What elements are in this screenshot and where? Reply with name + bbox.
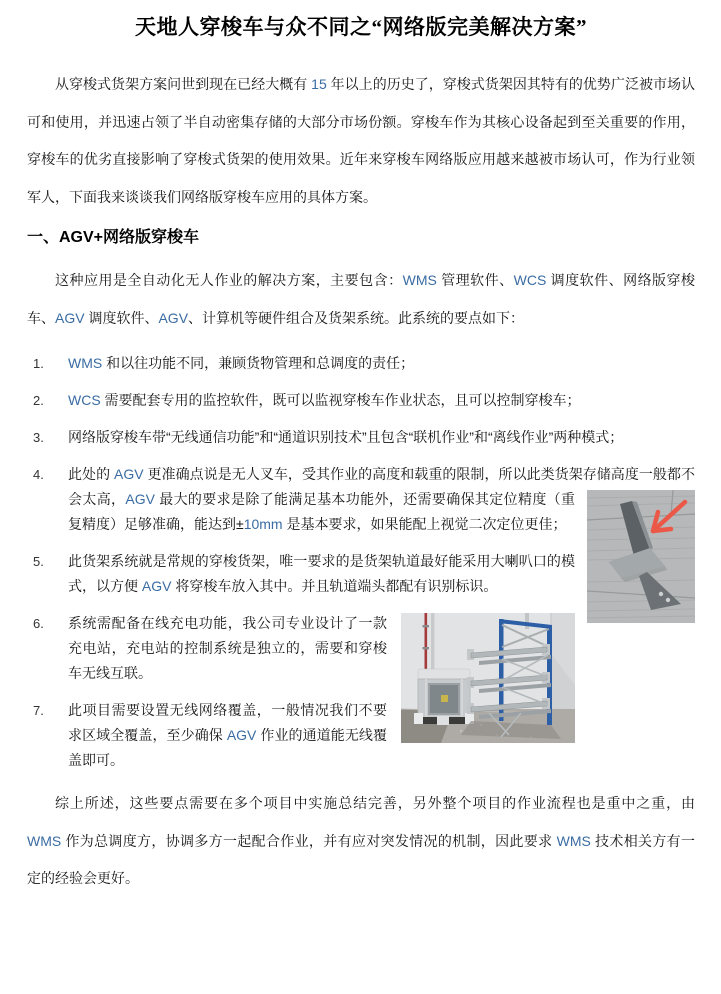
list-item-text: WMS 和以往功能不同，兼顾货物管理和总调度的责任；: [68, 355, 415, 371]
list-item-7: [33, 698, 695, 773]
list-item-5: [33, 549, 695, 599]
list-item-1: [33, 351, 695, 376]
conduit: [431, 613, 434, 671]
document-title: 天地人穿梭车与众不同之“网络版完美解决方案”: [135, 15, 587, 39]
intro-paragraph: 从穿梭式货架方案问世到现在已经大概有 15 年以上的历史了，穿梭式货架因其特有的优势广泛被市场认可和使用，并迅速占领了半自动密集存储的大部分市场份额。穿梭车作为其核心设备起到至关重要的作用，穿梭车的优劣直接影响了穿梭式货架的使用效果。近年来穿梭车网络版应用越来越被市场认可，作为行业领军人，下面我来谈谈我们网络版穿梭车应用的具体方案。: [27, 76, 696, 205]
conclusion-paragraph: 综上所述，这些要点需要在多个项目中实施总结完善，另外整个项目的作业流程也是重中之重，由 WMS 作为总调度方，协调多方一起配合作业，并有应对突发情况的机制，因此要求 WMS 技术相关方有一定的经验会更好。: [27, 795, 695, 886]
gray-pole: [525, 613, 529, 629]
list-item-number: 5.: [33, 554, 44, 569]
list-item-text: [68, 611, 695, 686]
list-item-number: 2.: [33, 393, 44, 408]
list-item-text-part: 确保其定位精度（重复精度）足够准确，能达到±10mm 是基本要求，如果能配上视觉二次定位更佳；: [68, 491, 576, 532]
section-heading: 一、AGV+网络版穿梭车: [27, 229, 200, 246]
list-item-2: [33, 388, 695, 413]
list-item-text-part: 系统需配备在线充电功能，我公司专业设计了一款充电站，充电站的控制系统是独立的，需要和穿梭车无线互联。: [68, 615, 387, 681]
numbered-list: [27, 351, 695, 773]
list-item-3: [33, 425, 695, 450]
list-item-text-part: 此处的 AGV 更准确点说是无人叉车，受其作业的高度和载重的限制，所以此类货架存储高度一般都不会太高，AGV 最大的要求是除了能满足基本功能外，还需要: [68, 466, 696, 507]
list-item-number: 6.: [33, 616, 44, 631]
list-item-text: [68, 462, 695, 537]
list-item-6: [33, 611, 695, 686]
list-item-text: WCS 需要配套专用的监控软件，既可以监视穿梭车作业状态，且可以控制穿梭车；: [68, 392, 581, 408]
list-item-number: 3.: [33, 430, 44, 445]
section-lead-paragraph: 这种应用是全自动化无人作业的解决方案，主要包含：WMS 管理软件、WCS 调度软件、网络版穿梭车、AGV 调度软件、AGV、计算机等硬件组合及货架系统。此系统的要点如下：: [27, 272, 696, 326]
list-item-text: 网络版穿梭车带“无线通信功能”和“通道识别技术”且包含“联机作业”和“离线作业”两种模式；: [68, 429, 624, 445]
list-item-text: 此货架系统就是常规的穿梭货架，唯一要求的是货架轨道最好能采用大喇叭口的模式，以方便 AGV 将穿梭车放入其中。并且轨道端头都配有识别标识。: [68, 553, 575, 594]
list-item-text: 此项目需要设置无线网络覆盖，一般情况我们不要求区域全覆盖，至少确保 AGV 作业的通道能无线覆盖即可。: [68, 702, 387, 768]
list-item-4: [33, 462, 696, 537]
list-item-number: 1.: [33, 356, 44, 371]
list-item-number: 7.: [33, 703, 44, 718]
list-item-number: 4.: [33, 467, 44, 482]
